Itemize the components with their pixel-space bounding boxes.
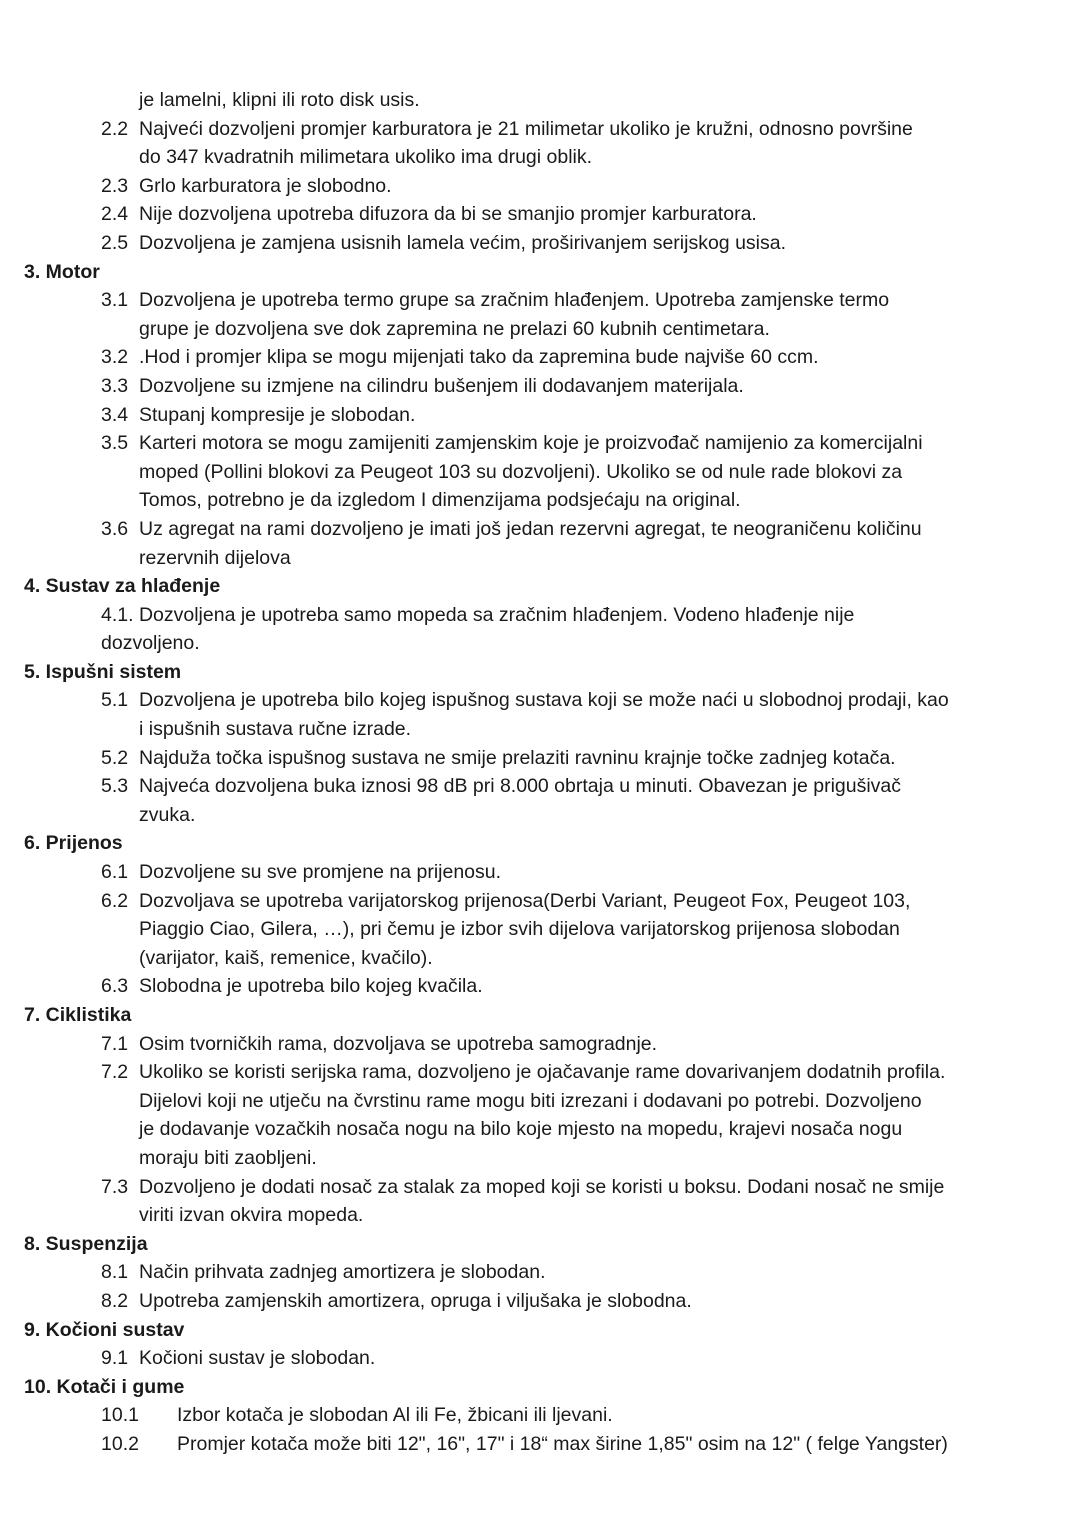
rule-text: Najveći dozvoljeni promjer karburatora je 21 milimetar ukoliko je kružni, odnosno površine (139, 117, 913, 140)
rule-number: 2.5 (101, 231, 129, 254)
rule-text: Dozvoljene su izmjene na cilindru bušenjem ili dodavanjem materijala. (139, 374, 744, 397)
rule-item (0, 1344, 1080, 1373)
rule-number: 8.1 (101, 1261, 129, 1284)
paragraph-continuation: viriti izvan okvira mopeda. (139, 1204, 364, 1227)
rule-item (0, 1058, 1080, 1087)
rule-text: Dozvoljava se upotreba varijatorskog prijenosa(Derbi Variant, Peugeot Fox, Peugeot 103, (139, 889, 911, 912)
rule-number: 6.2 (101, 889, 129, 912)
rule-number: 7.1 (101, 1032, 129, 1055)
rule-number: 3.4 (101, 403, 129, 426)
section-heading: 8. Suspenzija (24, 1232, 148, 1255)
rule-text: Dozvoljene su sve promjene na prijenosu. (139, 861, 502, 884)
document-page (0, 86, 1080, 1459)
rule-text: Dozvoljena je zamjena usisnih lamela većim, proširivanjem serijskog usisa. (139, 231, 787, 254)
rule-item (0, 429, 1080, 458)
rule-item (0, 772, 1080, 801)
rule-item (0, 401, 1080, 430)
rule-number: 8.2 (101, 1289, 129, 1312)
rule-text: Dozvoljena je upotreba termo grupe sa zračnim hlađenjem. Upotreba zamjenske termo (139, 289, 890, 312)
rule-text: Najveća dozvoljena buka iznosi 98 dB pri 8.000 obrtaja u minuti. Obavezan je prigušivač (139, 775, 902, 798)
rule-text: Dozvoljena je upotreba bilo kojeg ispušnog sustava koji se može naći u slobodnoj prodaji, kao (139, 689, 949, 712)
rule-text: Karteri motora se mogu zamijeniti zamjenskim koje je proizvođač namijenio za komercijalni (139, 432, 923, 455)
rule-number: 2.2 (101, 117, 129, 140)
rule-text: Način prihvata zadnjeg amortizera je slobodan. (139, 1261, 546, 1284)
paragraph-continuation: (varijator, kaiš, remenice, kvačilo). (139, 946, 433, 969)
rule-text: Upotreba zamjenskih amortizera, opruga i viljušaka je slobodna. (139, 1289, 692, 1312)
rule-item (0, 343, 1080, 372)
rule-text: .Hod i promjer klipa se mogu mijenjati tako da zapremina bude najviše 60 ccm. (139, 346, 819, 369)
rule-number: 5.1 (101, 689, 129, 712)
rule-item (0, 372, 1080, 401)
paragraph-continuation: je dodavanje vozačkih nosača nogu na bilo koje mjesto na mopedu, krajevi nosača nogu (139, 1118, 903, 1141)
rule-number: 3.3 (101, 374, 129, 397)
rule-item (0, 744, 1080, 773)
rule-number: 5.3 (101, 775, 129, 798)
rule-item (0, 858, 1080, 887)
rule-item (0, 1430, 1080, 1459)
section-heading: 3. Motor (24, 260, 100, 283)
section-heading: 4. Sustav za hlađenje (24, 575, 221, 598)
rule-item (0, 200, 1080, 229)
rule-text: Stupanj kompresije je slobodan. (139, 403, 416, 426)
rule-number: 5.2 (101, 746, 129, 769)
paragraph-continuation: rezervnih dijelova (139, 546, 291, 569)
rule-item (0, 1258, 1080, 1287)
rule-item (0, 229, 1080, 258)
paragraph-continuation: moped (Pollini blokovi za Peugeot 103 su dozvoljeni). Ukoliko se od nule rade blokovi za (139, 460, 903, 483)
rule-number: 2.4 (101, 203, 129, 226)
section-heading: 9. Kočioni sustav (24, 1318, 185, 1341)
rule-text: Osim tvorničkih rama, dozvoljava se upotreba samogradnje. (139, 1032, 658, 1055)
section-heading: 7. Ciklistika (24, 1004, 132, 1026)
rule-number: 3.5 (101, 432, 129, 455)
rule-number: 7.2 (101, 1061, 129, 1084)
rule-text: Ukoliko se koristi serijska rama, dozvoljeno je ojačavanje rame dovarivanjem dodatnih profila. (139, 1061, 946, 1084)
paragraph-line: 4.1. Dozvoljena je upotreba samo mopeda sa zračnim hlađenjem. Vodeno hlađenje nije (101, 603, 855, 626)
paragraph-continuation: je lamelni, klipni ili roto disk usis. (139, 89, 420, 111)
rule-number: 6.1 (101, 861, 129, 884)
rule-number: 3.1 (101, 289, 129, 312)
paragraph-continuation: i ispušnih sustava ručne izrade. (139, 718, 412, 741)
rule-number: 3.2 (101, 346, 129, 369)
rule-text: Kočioni sustav je slobodan. (139, 1347, 376, 1370)
rule-item (0, 1287, 1080, 1316)
section-heading: 5. Ispušni sistem (24, 660, 182, 683)
rule-text: Najduža točka ispušnog sustava ne smije prelaziti ravninu krajnje točke zadnjeg kotača. (139, 746, 896, 769)
rule-text: Promjer kotača može biti 12", 16", 17" i 18“ max širine 1,85" osim na 12" ( felge Yangster) (177, 1432, 948, 1455)
rule-item (0, 887, 1080, 916)
rule-item (0, 686, 1080, 715)
paragraph-continuation: Tomos, potrebno je da izgledom I dimenzijama podsjećaju na original. (139, 489, 741, 512)
rule-number: 10.2 (101, 1432, 139, 1455)
rule-number: 9.1 (101, 1347, 129, 1370)
rule-item (0, 172, 1080, 201)
rule-text: Uz agregat na rami dozvoljeno je imati još jedan rezervni agregat, te neograničenu količinu (139, 517, 922, 540)
rule-text: Nije dozvoljena upotreba difuzora da bi se smanjio promjer karburatora. (139, 203, 757, 226)
rule-number: 3.6 (101, 517, 129, 540)
rule-item (0, 286, 1080, 315)
rule-item (0, 515, 1080, 544)
paragraph-continuation: moraju biti zaobljeni. (139, 1146, 317, 1169)
rule-text: Dozvoljeno je dodati nosač za stalak za moped koji se koristi u boksu. Dodani nosač ne smije (139, 1175, 945, 1198)
rule-item (0, 1030, 1080, 1059)
rule-text: Slobodna je upotreba bilo kojeg kvačila. (139, 975, 483, 998)
rule-text: Izbor kotača je slobodan Al ili Fe, žbicani ili ljevani. (177, 1404, 613, 1427)
rule-number: 6.3 (101, 975, 129, 998)
rule-text: Grlo karburatora je slobodno. (139, 174, 392, 197)
paragraph-continuation: grupe je dozvoljena sve dok zapremina ne prelazi 60 kubnih centimetara. (139, 317, 770, 340)
rule-number: 2.3 (101, 174, 129, 197)
paragraph-continuation: Piaggio Ciao, Gilera, …), pri čemu je izbor svih dijelova varijatorskog prijenosa slobodan (139, 918, 900, 941)
paragraph-line: dozvoljeno. (101, 632, 200, 655)
rule-number: 10.1 (101, 1404, 139, 1427)
rule-item (0, 972, 1080, 1001)
paragraph-continuation: zvuka. (139, 803, 196, 826)
section-heading: 10. Kotači i gume (24, 1375, 185, 1398)
paragraph-continuation: do 347 kvadratnih milimetara ukoliko ima drugi oblik. (139, 146, 593, 169)
rule-item (0, 115, 1080, 144)
paragraph-continuation: Dijelovi koji ne utječu na čvrstinu rame mogu biti izrezani i dodavani po potrebi. Dozvoljeno (139, 1089, 922, 1112)
rule-number: 7.3 (101, 1175, 129, 1198)
section-heading: 6. Prijenos (24, 832, 123, 855)
rule-item (0, 1173, 1080, 1202)
rule-item (0, 1401, 1080, 1430)
